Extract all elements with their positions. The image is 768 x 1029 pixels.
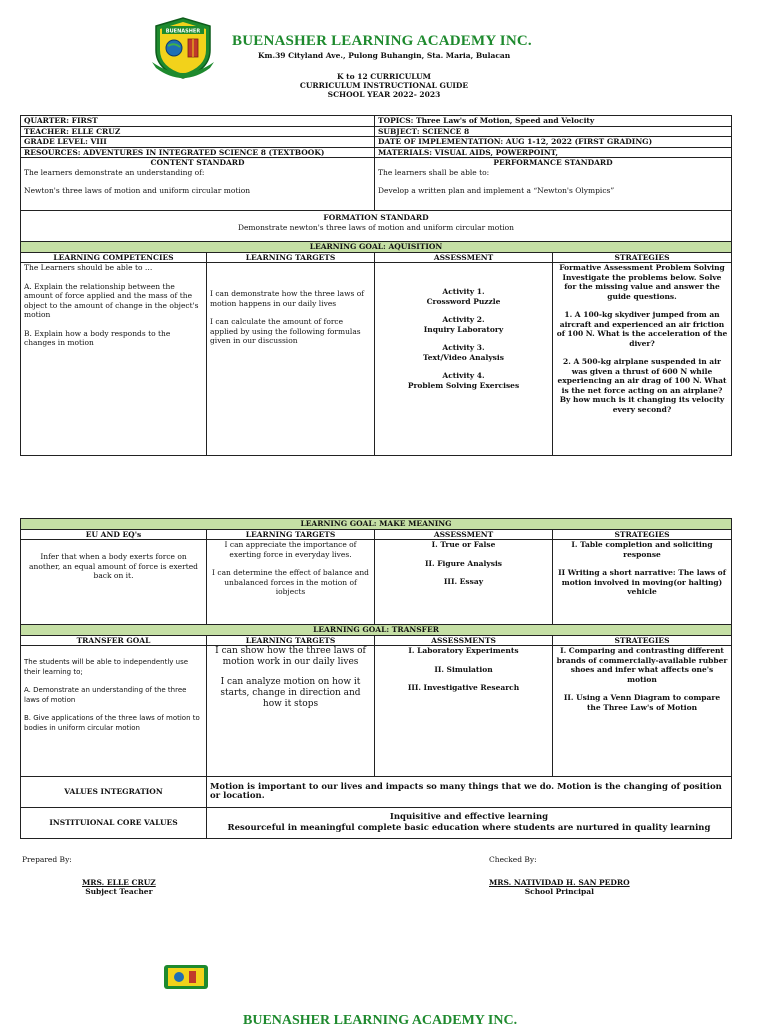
acq-target-2: I can calculate the amount of force applied by using the following formulas given in our discussion <box>210 317 361 345</box>
tr-header-strategies: STRATEGIES <box>553 635 732 646</box>
formation-standard-title: FORMATION STANDARD <box>323 213 429 222</box>
resources-cell: RESOURCES: ADVENTURES IN INTEGRATED SCIENCE 8 (TEXTBOOK) <box>21 147 375 158</box>
tr-goal-cell <box>21 646 207 777</box>
school-name: BUENASHER LEARNING ACADEMY INC. <box>232 33 532 49</box>
tr-header-targets: LEARNING TARGETS <box>207 635 375 646</box>
curriculum-table <box>20 115 732 456</box>
mm-header-assessment: ASSESSMENT <box>375 529 553 540</box>
acq-targets-cell <box>207 263 375 456</box>
tr-assessment-3: III. Investigative Research <box>407 683 520 692</box>
acq-competency-a: A. Explain the relationship between the amount of force applied and the mass of the object to the amount of change in the object's motion <box>24 281 199 319</box>
tr-assessment-2: II. Simulation <box>434 664 493 674</box>
prepared-by-name: MRS. ELLE CRUZ <box>82 878 156 887</box>
tr-target-2: I can analyze motion on how it starts, change in direction and how it stops <box>220 677 361 709</box>
acq-activity-4-num: Activity 4. <box>442 371 485 380</box>
acq-strategy-problem-2: 2. A 500-kg airplane suspended in air was given a thrust of 600 N while experiencing an air drag of 100 N. What is the net force acting on an airplane? By how much is it changing its velocity every second? <box>557 357 727 414</box>
tr-header-assessment: ASSESSMENTS <box>375 635 553 646</box>
checked-by-name: MRS. NATIVIDAD H. SAN PEDRO <box>489 878 630 887</box>
tr-assessment-1: I. Laboratory Experiments <box>408 646 519 655</box>
acq-activity-2-name: Inquiry Laboratory <box>423 324 504 334</box>
tr-goal-b: B. Give applications of the three laws of motion to bodies in uniform circular motion <box>24 714 200 732</box>
content-standard-cell <box>21 158 375 211</box>
acq-assessment-cell <box>375 263 553 456</box>
mm-strategy-1: I. Table completion and soliciting response <box>571 540 713 559</box>
meaning-title: LEARNING GOAL: MAKE MEANING <box>21 519 732 530</box>
acq-header-competencies: LEARNING COMPETENCIES <box>21 252 207 263</box>
mm-header-targets: LEARNING TARGETS <box>207 529 375 540</box>
acq-activity-2-num: Activity 2. <box>442 315 485 324</box>
tr-goal-a: A. Demonstrate an understanding of the three laws of motion <box>24 686 187 704</box>
acq-competencies-cell <box>21 263 207 456</box>
formation-standard-cell <box>21 211 732 242</box>
learning-goals-table <box>20 518 732 839</box>
values-integration-label: VALUES INTEGRATION <box>21 777 207 808</box>
acq-competency-intro: The Learners should be able to … <box>24 263 153 272</box>
tr-strategies-cell <box>553 646 732 777</box>
footer-logo <box>160 963 212 991</box>
checked-by-label: Checked By: <box>489 855 537 864</box>
quarter-cell: QUARTER: FIRST <box>21 116 375 127</box>
mm-assessment-2: II. Figure Analysis <box>424 558 503 568</box>
mm-strategy-2: II Writing a short narrative: The laws of motion involved in moving(or halting) vehicle <box>558 568 726 596</box>
acq-activity-3-num: Activity 3. <box>442 343 485 352</box>
tr-strategy-2: II. Using a Venn Diagram to compare the Three Law's of Motion <box>563 693 721 712</box>
prepared-by-role: Subject Teacher <box>85 887 153 896</box>
acq-strategy-problem-1: 1. A 100-kg skydiver jumped from an aircraft and experienced an air friction of 100 N. What is the acceleration of the diver? <box>556 310 728 348</box>
formation-standard-text: Demonstrate newton's three laws of motion and uniform circular motion <box>237 222 515 232</box>
acq-activity-4-name: Problem Solving Exercises <box>407 380 520 390</box>
checked-by-block <box>489 878 630 896</box>
mm-assessment-3: III. Essay <box>443 577 484 586</box>
mm-header-eu: EU AND EQ's <box>21 529 207 540</box>
core-values-cell <box>207 808 732 839</box>
document-header <box>0 0 768 110</box>
acq-activity-3-name: Text/Video Analysis <box>423 352 504 362</box>
school-address: Km.39 Cityland Ave., Pulong Buhangin, Sta. Maria, Bulacan <box>258 51 511 60</box>
core-value-2: Resourceful in meaningful complete basic education where students are nurtured in quality learning <box>227 823 711 833</box>
acq-activity-1-name: Crossword Puzzle <box>426 296 501 306</box>
acq-activity-1-num: Activity 1. <box>442 287 485 296</box>
tr-assessment-cell <box>375 646 553 777</box>
core-values-label: INSTITUIONAL CORE VALUES <box>21 808 207 839</box>
acq-strategies-cell <box>553 263 732 456</box>
tr-goal-intro: The students will be able to independently use their learning to; <box>24 658 189 676</box>
acquisition-title: LEARNING GOAL: AQUISITION <box>21 242 732 253</box>
topics-cell: TOPICS: Three Law's of Motion, Speed and Velocity <box>375 116 732 127</box>
date-cell: DATE OF IMPLEMENTATION: AUG 1-12, 2022 (FIRST GRADING) <box>375 137 732 148</box>
guide-title: CURRICULUM INSTRUCTIONAL GUIDE <box>299 81 469 90</box>
acq-header-strategies: STRATEGIES <box>553 252 732 263</box>
tr-header-goal: TRANSFER GOAL <box>21 635 207 646</box>
grade-cell: GRADE LEVEL: VIII <box>21 137 375 148</box>
performance-standard-title: PERFORMANCE STANDARD <box>493 158 613 167</box>
footer-school-name: BUENASHER LEARNING ACADEMY INC. <box>243 1013 518 1028</box>
mm-target-1: I can appreciate the importance of exerting force in everyday lives. <box>224 540 357 559</box>
acq-competency-b: B. Explain how a body responds to the changes in motion <box>24 328 171 347</box>
core-value-1: Inquisitive and effective learning <box>389 812 549 822</box>
acq-header-assessment: ASSESSMENT <box>375 252 553 263</box>
mm-eu-cell: Infer that when a body exerts force on another, an equal amount of force is exerted back on it. <box>21 540 207 625</box>
prepared-by-label: Prepared By: <box>22 855 72 864</box>
content-standard-line-2: Newton's three laws of motion and uniform circular motion <box>24 186 251 195</box>
acq-header-targets: LEARNING TARGETS <box>207 252 375 263</box>
subject-cell: SUBJECT: SCIENCE 8 <box>375 126 732 137</box>
mm-targets-cell <box>207 540 375 625</box>
performance-standard-line-1: The learners shall be able to: <box>378 167 490 177</box>
logo-text: BUENASHER <box>165 28 201 35</box>
transfer-title: LEARNING GOAL: TRANSFER <box>21 625 732 636</box>
performance-standard-cell <box>375 158 732 211</box>
mm-strategies-cell <box>553 540 732 625</box>
tr-target-1: I can show how the three laws of motion work in our daily lives <box>215 646 366 667</box>
tr-strategy-1: I. Comparing and contrasting different brands of commercially-available rubber shoes and infer what affects one's motion <box>556 646 728 684</box>
curriculum-title: K to 12 CURRICULUM <box>337 72 431 81</box>
materials-cell: MATERIALS: VISUAL AIDS, POWERPOINT, <box>375 147 732 158</box>
acq-strategy-intro: Formative Assessment Problem Solving Investigate the problems below. Solve for the missing value and answer the guide questions. <box>559 263 725 301</box>
prepared-by-block <box>82 878 156 896</box>
mm-target-2: I can determine the effect of balance and unbalanced forces in the motion of iobjects <box>212 568 369 596</box>
content-standard-title: CONTENT STANDARD <box>150 158 245 167</box>
mm-assessment-1: I. True or False <box>431 540 496 549</box>
performance-standard-line-2: Develop a written plan and implement a “Newton's Olympics” <box>378 186 615 195</box>
acq-target-1: I can demonstrate how the three laws of motion happens in our daily lives <box>210 289 365 308</box>
school-year: SCHOOL YEAR 2022- 2023 <box>327 90 441 99</box>
mm-assessment-cell <box>375 540 553 625</box>
mm-header-strategies: STRATEGIES <box>553 529 732 540</box>
content-standard-line-1: The learners demonstrate an understanding of: <box>24 167 205 177</box>
values-integration-text: Motion is important to our lives and impacts so many things that we do. Motion is the changing of position or location. <box>207 777 732 808</box>
checked-by-role: School Principal <box>524 887 594 896</box>
teacher-cell: TEACHER: ELLE CRUZ <box>21 126 375 137</box>
tr-targets-cell <box>207 646 375 777</box>
